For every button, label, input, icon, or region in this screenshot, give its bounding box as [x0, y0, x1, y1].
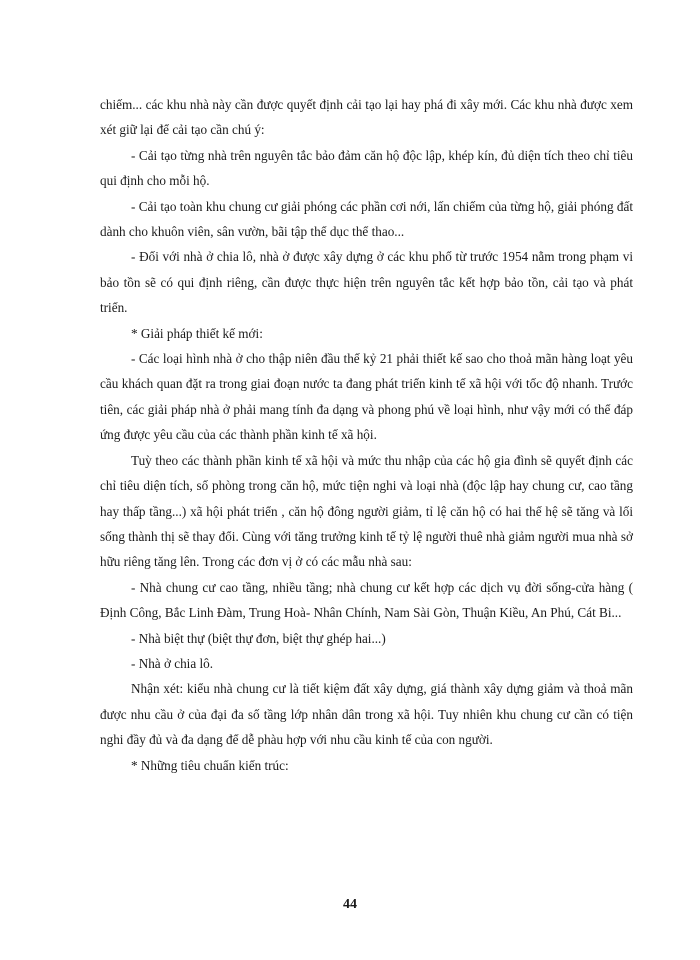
paragraph-subdivided-housing: - Đối với nhà ở chia lô, nhà ở được xây dựng ở các khu phố từ trước 1954 nằm trong phạm vi bảo tồn sẽ có qui định riêng, cần được thực hiện trên nguyên tắc kết hợp bảo tồn, cải tạo và phát triển. [100, 249, 633, 316]
paragraph-renovate-each-house: - Cải tạo từng nhà trên nguyên tắc bảo đảm căn hộ độc lập, khép kín, đủ diện tích theo chỉ tiêu qui định cho mỗi hộ. [100, 147, 633, 189]
page-number: 44 [343, 897, 357, 912]
heading-architectural-standards: * Những tiêu chuẩn kiến trúc: [131, 757, 289, 773]
list-item-villas: - Nhà biệt thự (biệt thự đơn, biệt thự ghép hai...) [131, 630, 386, 646]
list-item-subdivided-houses: - Nhà ở chia lô. [131, 655, 214, 671]
list-item-apartment-buildings: - Nhà chung cư cao tầng, nhiều tầng; nhà chung cư kết hợp các dịch vụ đời sống-cửa hàng ( Định Công, Bắc Linh Đàm, Trung Hoà- Nhân Chính, Nam Sài Gòn, Thuận Kiều, An Phú, Cát Bi... [100, 579, 633, 621]
heading-new-design-solutions: * Giải pháp thiết kế mới: [131, 325, 263, 341]
paragraph-remarks: Nhận xét: kiểu nhà chung cư là tiết kiệm đất xây dựng, giá thành xây dựng giảm và thoả mãn được nhu cầu ở của đại đa số tầng lớp nhân dân trong xã hội. Tuy nhiên khu chung cư cần có tiện nghi đầy đủ và đa dạng để dễ phàu hợp với nhu cầu kinh tế của con người. [100, 681, 633, 748]
paragraph-renovate-whole-block: - Cải tạo toàn khu chung cư giải phóng các phần cơi nới, lấn chiếm của từng hộ, giải phóng đất dành cho khuôn viên, sân vườn, bãi tập thể dục thể thao... [100, 198, 633, 240]
paragraph-continuation: chiếm... các khu nhà này cần được quyết định cải tạo lại hay phá đi xây mới. Các khu nhà được xem xét giữ lại để cải tạo cần chú ý: [100, 97, 633, 138]
paragraph-economic-sectors: Tuỳ theo các thành phần kinh tế xã hội và mức thu nhập của các hộ gia đình sẽ quyết định các chỉ tiêu diện tích, số phòng trong căn hộ, mức tiện nghi và loại nhà (độc lập hay chung cư, cao tầng hay thấp tầng...) xã hội phát triển , căn hộ đông người giảm, tỉ lệ căn hộ có hai thế hệ sẽ tăng và lối sống thành thị sẽ thay đổi. Cùng với tăng trưởng kinh tế tỷ lệ người thuê nhà giảm người mua nhà sở hữu riêng tăng lên. Trong các đơn vị ở có các mẫu nhà sau: [100, 452, 633, 570]
paragraph-housing-types: - Các loại hình nhà ở cho thập niên đầu thế kỷ 21 phải thiết kế sao cho thoả mãn hàng loạt yêu cầu khách quan đặt ra trong giai đoạn nước ta đang phát triển kinh tế xã hội với tốc độ nhanh. Trước tiên, các giải pháp nhà ở phải mang tính đa dạng và phong phú về loại hình, như vậy mới có thể đáp ứng được yêu cầu của các thành phần kinh tế xã hội. [100, 351, 633, 443]
body-text [100, 92, 633, 778]
